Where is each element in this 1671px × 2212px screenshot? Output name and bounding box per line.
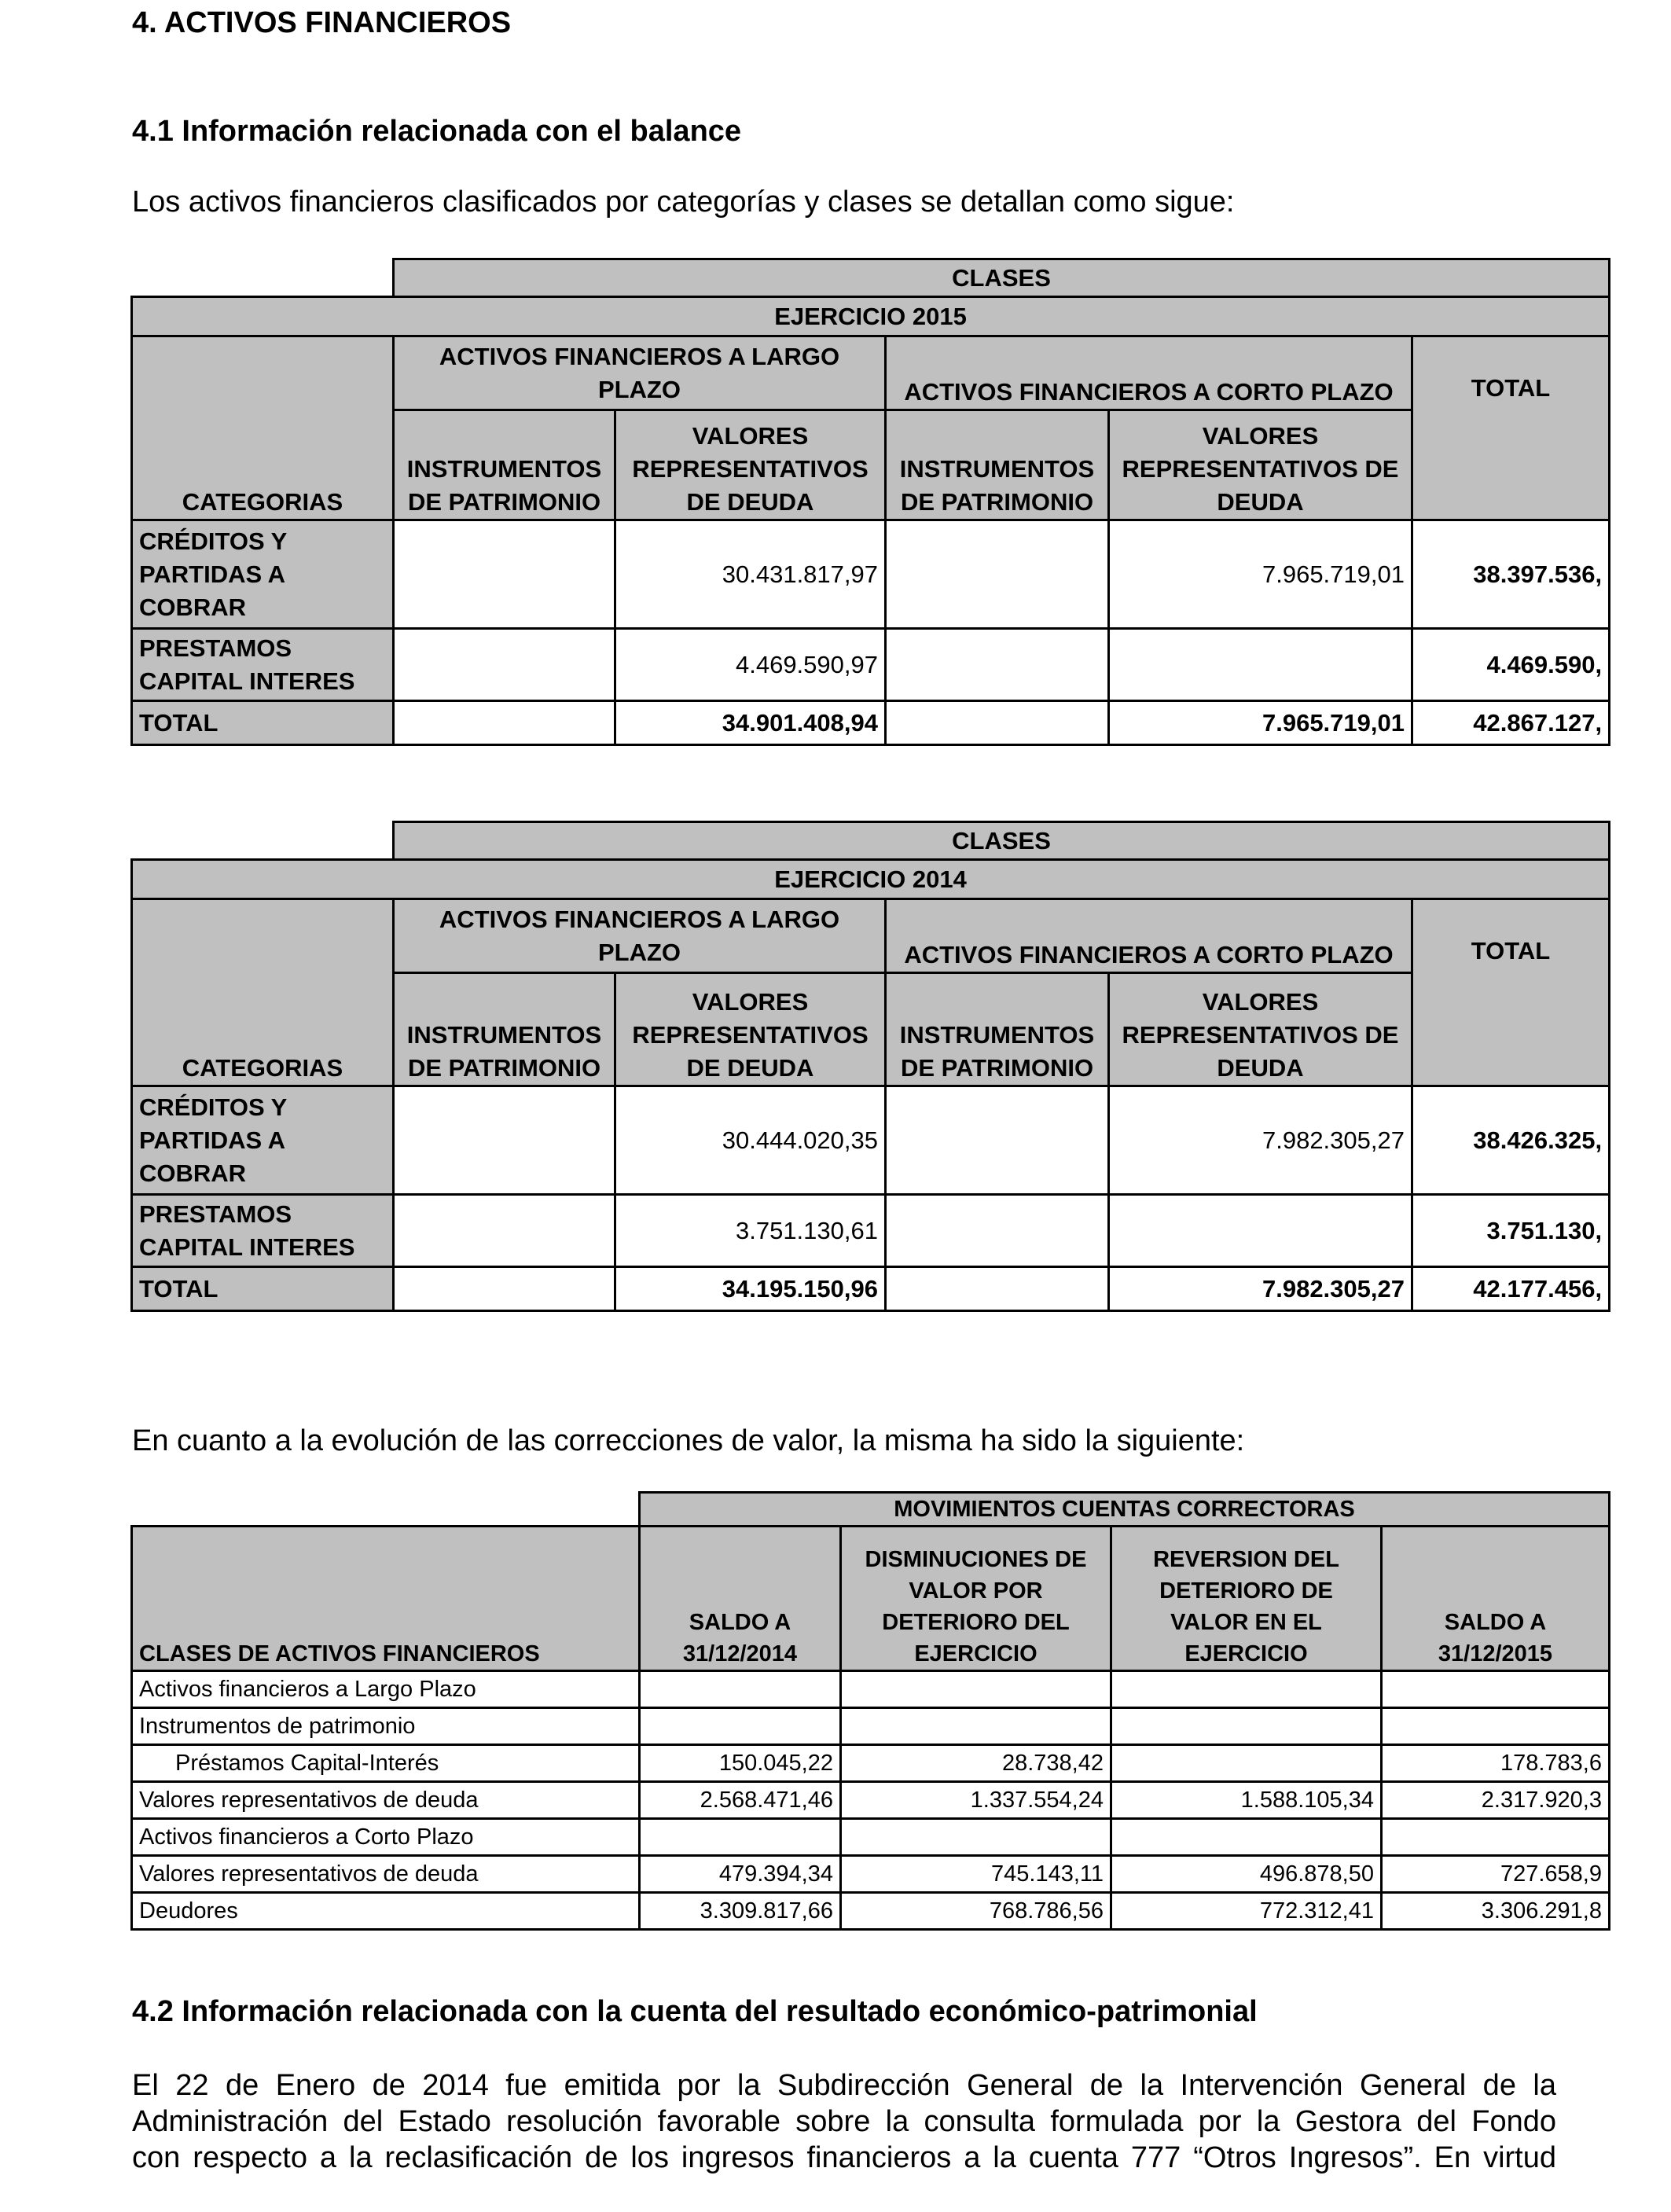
reversion-header: REVERSION DEL DETERIORO DE VALOR EN EL EJERCICIO bbox=[1111, 1527, 1382, 1671]
intro-paragraph: Los activos financieros clasificados por categorías y clases se detallan como sigue: bbox=[132, 186, 1235, 219]
cell bbox=[886, 1267, 1109, 1311]
table-row bbox=[132, 1708, 1610, 1745]
cell: 2.568.471,46 bbox=[640, 1782, 841, 1819]
cell bbox=[1109, 629, 1412, 701]
cell bbox=[394, 1267, 615, 1311]
cell: 7.982.305,27 bbox=[1109, 1267, 1412, 1311]
cell: 7.965.719,01 bbox=[1109, 520, 1412, 629]
saldo-inicial-header: SALDO A 31/12/2014 bbox=[640, 1527, 841, 1671]
row-label: Valores representativos de deuda bbox=[132, 1782, 640, 1819]
cell bbox=[1109, 1195, 1412, 1267]
cell bbox=[1382, 1819, 1610, 1856]
body-line: Administración del Estado resolución favorable sobre la consulta formulada por la Gestora del Fondo bbox=[132, 2105, 1556, 2138]
cell: 34.195.150,96 bbox=[615, 1267, 886, 1311]
cell bbox=[394, 1086, 615, 1195]
table-row bbox=[132, 1195, 1610, 1267]
cell: 772.312,41 bbox=[1111, 1893, 1382, 1930]
instrumentos-cp-header: INSTRUMENTOS DE PATRIMONIO bbox=[886, 973, 1109, 1086]
cell bbox=[886, 1195, 1109, 1267]
subsection-heading-resultado: 4.2 Información relacionada con la cuenta del resultado económico-patrimonial bbox=[132, 1995, 1258, 2028]
valores-lp-header: VALORES REPRESENTATIVOS DE DEUDA bbox=[615, 973, 886, 1086]
cell-total: 4.469.590, bbox=[1412, 629, 1610, 701]
cell bbox=[640, 1819, 841, 1856]
row-label: PRESTAMOS CAPITAL INTERES bbox=[132, 629, 394, 701]
subsection-heading-balance: 4.1 Información relacionada con el balance bbox=[132, 115, 742, 148]
clases-activos-header: CLASES DE ACTIVOS FINANCIEROS bbox=[132, 1527, 640, 1671]
cell: 3.309.817,66 bbox=[640, 1893, 841, 1930]
cell bbox=[886, 520, 1109, 629]
table-row bbox=[132, 520, 1610, 629]
cell bbox=[1111, 1745, 1382, 1782]
correcciones-paragraph: En cuanto a la evolución de las correcciones de valor, la misma ha sido la siguiente: bbox=[132, 1424, 1245, 1457]
table-row bbox=[132, 1671, 1610, 1708]
cell: 178.783,6 bbox=[1382, 1745, 1610, 1782]
row-label: TOTAL bbox=[132, 701, 394, 745]
cell: 768.786,56 bbox=[841, 1893, 1111, 1930]
total-header: TOTAL bbox=[1412, 336, 1610, 520]
cell: 30.431.817,97 bbox=[615, 520, 886, 629]
row-label: CRÉDITOS Y PARTIDAS A COBRAR bbox=[132, 1086, 394, 1195]
cell bbox=[841, 1819, 1111, 1856]
row-label: Instrumentos de patrimonio bbox=[132, 1708, 640, 1745]
cell: 3.751.130,61 bbox=[615, 1195, 886, 1267]
cell-total: 38.426.325, bbox=[1412, 1086, 1610, 1195]
row-label: Deudores bbox=[132, 1893, 640, 1930]
ejercicio-header: EJERCICIO 2014 bbox=[132, 860, 1610, 899]
cell: 1.337.554,24 bbox=[841, 1782, 1111, 1819]
instrumentos-lp-header: INSTRUMENTOS DE PATRIMONIO bbox=[394, 410, 615, 520]
body-line: El 22 de Enero de 2014 fue emitida por la Subdirección General de la Intervención General de la bbox=[132, 2069, 1556, 2102]
cell bbox=[1111, 1708, 1382, 1745]
cell bbox=[1111, 1819, 1382, 1856]
cell bbox=[394, 1195, 615, 1267]
row-label: Valores representativos de deuda bbox=[132, 1856, 640, 1893]
categorias-header: CATEGORIAS bbox=[132, 336, 394, 520]
table-ejercicio-2014 bbox=[130, 821, 1603, 1317]
largo-plazo-header: ACTIVOS FINANCIEROS A LARGO PLAZO bbox=[394, 336, 886, 410]
clases-header: CLASES bbox=[394, 259, 1610, 297]
cell: 34.901.408,94 bbox=[615, 701, 886, 745]
largo-plazo-header: ACTIVOS FINANCIEROS A LARGO PLAZO bbox=[394, 899, 886, 973]
movimientos-header: MOVIMIENTOS CUENTAS CORRECTORAS bbox=[640, 1493, 1610, 1527]
cell bbox=[886, 701, 1109, 745]
cell bbox=[886, 1086, 1109, 1195]
table-row bbox=[132, 1086, 1610, 1195]
row-label: CRÉDITOS Y PARTIDAS A COBRAR bbox=[132, 520, 394, 629]
table-row-total bbox=[132, 1267, 1610, 1311]
cell: 4.469.590,97 bbox=[615, 629, 886, 701]
valores-lp-header: VALORES REPRESENTATIVOS DE DEUDA bbox=[615, 410, 886, 520]
cell: 2.317.920,3 bbox=[1382, 1782, 1610, 1819]
cell: 745.143,11 bbox=[841, 1856, 1111, 1893]
cell: 7.965.719,01 bbox=[1109, 701, 1412, 745]
valores-cp-header: VALORES REPRESENTATIVOS DE DEUDA bbox=[1109, 410, 1412, 520]
table-row bbox=[132, 1782, 1610, 1819]
cell bbox=[394, 520, 615, 629]
body-paragraph bbox=[132, 2067, 1556, 2176]
ejercicio-header: EJERCICIO 2015 bbox=[132, 297, 1610, 336]
cell bbox=[394, 629, 615, 701]
saldo-final-header: SALDO A 31/12/2015 bbox=[1382, 1527, 1610, 1671]
body-line: con respecto a la reclasificación de los ingresos financieros a la cuenta 777 “Otros Ingresos”. En virtud bbox=[132, 2141, 1556, 2174]
row-label: Activos financieros a Corto Plazo bbox=[132, 1819, 640, 1856]
row-label: PRESTAMOS CAPITAL INTERES bbox=[132, 1195, 394, 1267]
row-label: TOTAL bbox=[132, 1267, 394, 1311]
cell bbox=[886, 629, 1109, 701]
cell: 479.394,34 bbox=[640, 1856, 841, 1893]
cell bbox=[1111, 1671, 1382, 1708]
cell: 28.738,42 bbox=[841, 1745, 1111, 1782]
categorias-header: CATEGORIAS bbox=[132, 899, 394, 1086]
cell bbox=[841, 1708, 1111, 1745]
valores-cp-header: VALORES REPRESENTATIVOS DE DEUDA bbox=[1109, 973, 1412, 1086]
cell bbox=[394, 701, 615, 745]
table-ejercicio-2015 bbox=[130, 258, 1603, 747]
cell-total: 42.867.127, bbox=[1412, 701, 1610, 745]
cell: 3.306.291,8 bbox=[1382, 1893, 1610, 1930]
cell: 150.045,22 bbox=[640, 1745, 841, 1782]
cell bbox=[1382, 1671, 1610, 1708]
corto-plazo-header: ACTIVOS FINANCIEROS A CORTO PLAZO bbox=[886, 899, 1412, 973]
cell bbox=[640, 1708, 841, 1745]
cell: 727.658,9 bbox=[1382, 1856, 1610, 1893]
cell bbox=[640, 1671, 841, 1708]
cell-total: 38.397.536, bbox=[1412, 520, 1610, 629]
row-label: Préstamos Capital-Interés bbox=[132, 1745, 640, 1782]
table-row bbox=[132, 1893, 1610, 1930]
row-label: Activos financieros a Largo Plazo bbox=[132, 1671, 640, 1708]
table-row bbox=[132, 1745, 1610, 1782]
cell: 1.588.105,34 bbox=[1111, 1782, 1382, 1819]
cell: 7.982.305,27 bbox=[1109, 1086, 1412, 1195]
table-row bbox=[132, 1819, 1610, 1856]
table-correcciones-valor bbox=[130, 1491, 1602, 1928]
instrumentos-cp-header: INSTRUMENTOS DE PATRIMONIO bbox=[886, 410, 1109, 520]
table-row bbox=[132, 629, 1610, 701]
cell bbox=[841, 1671, 1111, 1708]
table-row-total bbox=[132, 701, 1610, 745]
corto-plazo-header: ACTIVOS FINANCIEROS A CORTO PLAZO bbox=[886, 336, 1412, 410]
table-row bbox=[132, 1856, 1610, 1893]
cell: 496.878,50 bbox=[1111, 1856, 1382, 1893]
cell: 30.444.020,35 bbox=[615, 1086, 886, 1195]
instrumentos-lp-header: INSTRUMENTOS DE PATRIMONIO bbox=[394, 973, 615, 1086]
total-header: TOTAL bbox=[1412, 899, 1610, 1086]
cell-total: 42.177.456, bbox=[1412, 1267, 1610, 1311]
cell-total: 3.751.130, bbox=[1412, 1195, 1610, 1267]
clases-header: CLASES bbox=[394, 822, 1610, 860]
disminuciones-header: DISMINUCIONES DE VALOR POR DETERIORO DEL EJERCICIO bbox=[841, 1527, 1111, 1671]
cell bbox=[1382, 1708, 1610, 1745]
section-heading: 4. ACTIVOS FINANCIEROS bbox=[132, 6, 512, 39]
